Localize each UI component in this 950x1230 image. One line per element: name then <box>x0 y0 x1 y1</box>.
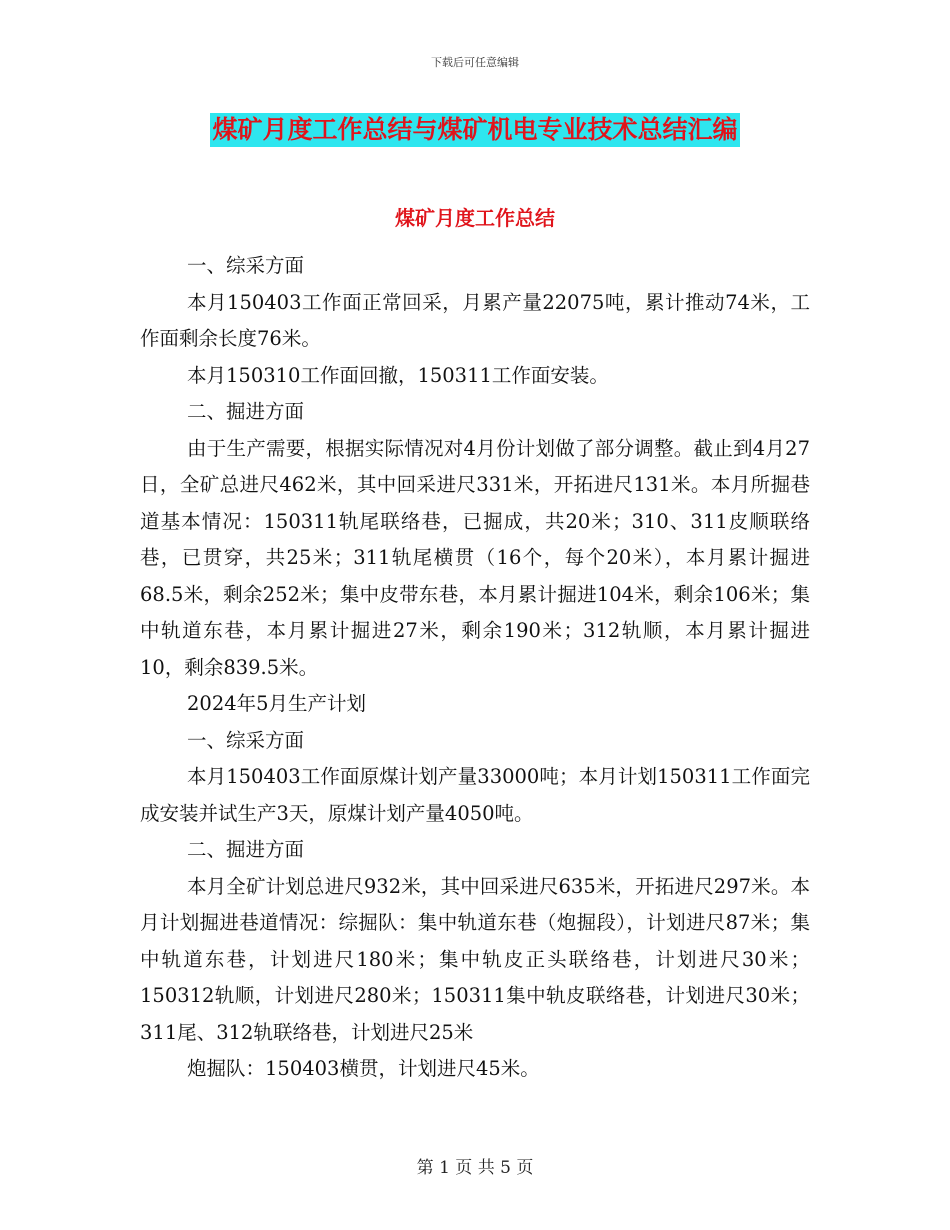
section-title: 煤矿月度工作总结 <box>395 206 555 230</box>
main-title-container <box>0 113 950 147</box>
paragraph: 本月150403工作面正常回采，月累产量22075吨，累计推动74米，工作面剩余长度76米。 <box>140 290 810 350</box>
paragraph: 本月150310工作面回撤，150311工作面安装。 <box>187 363 609 387</box>
document-body <box>140 248 810 1088</box>
paragraph: 炮掘队：150403横贯，计划进尺45米。 <box>187 1057 540 1080</box>
paragraph: 一、综采方面 <box>187 254 305 277</box>
paragraph: 本月全矿计划总进尺932米，其中回采进尺635米，开拓进尺297米。本月计划掘进巷道情况：综掘队：集中轨道东巷（炮掘段），计划进尺87米；集中轨道东巷，计划进尺180米；集中轨皮正头联络巷，计划进尺30米；150312轨顺，计划进尺280米；150311集中轨皮联络巷，计划进尺30米；311尾、312轨联络巷，计划进尺25米 <box>140 874 810 1044</box>
paragraph: 一、综采方面 <box>187 728 305 752</box>
paragraph: 二、掘进方面 <box>187 838 305 861</box>
header-note: 下载后可任意编辑 <box>431 56 519 69</box>
main-title: 煤矿月度工作总结与煤矿机电专业技术总结汇编 <box>210 113 739 147</box>
paragraph: 由于生产需要，根据实际情况对4月份计划做了部分调整。截止到4月27日，全矿总进尺462米，其中回采进尺331米，开拓进尺131米。本月所掘巷道基本情况：150311轨尾联络巷，已掘成，共20米；310、311皮顺联络巷，已贯穿，共25米；311轨尾横贯（16个，每个20米），本月累计掘进68.5米，剩余252米；集中皮带东巷，本月累计掘进104米，剩余106米；集中轨道东巷，本月累计掘进27米，剩余190米；312轨顺，本月累计掘进10，剩余839.5米。 <box>140 436 810 679</box>
paragraph: 2024年5月生产计划 <box>187 692 367 715</box>
page-footer: 第 1 页 共 5 页 <box>416 1158 534 1178</box>
paragraph: 本月150403工作面原煤计划产量33000吨；本月计划150311工作面完成安装并试生产3天，原煤计划产量4050吨。 <box>140 765 810 825</box>
paragraph: 二、掘进方面 <box>187 400 305 423</box>
